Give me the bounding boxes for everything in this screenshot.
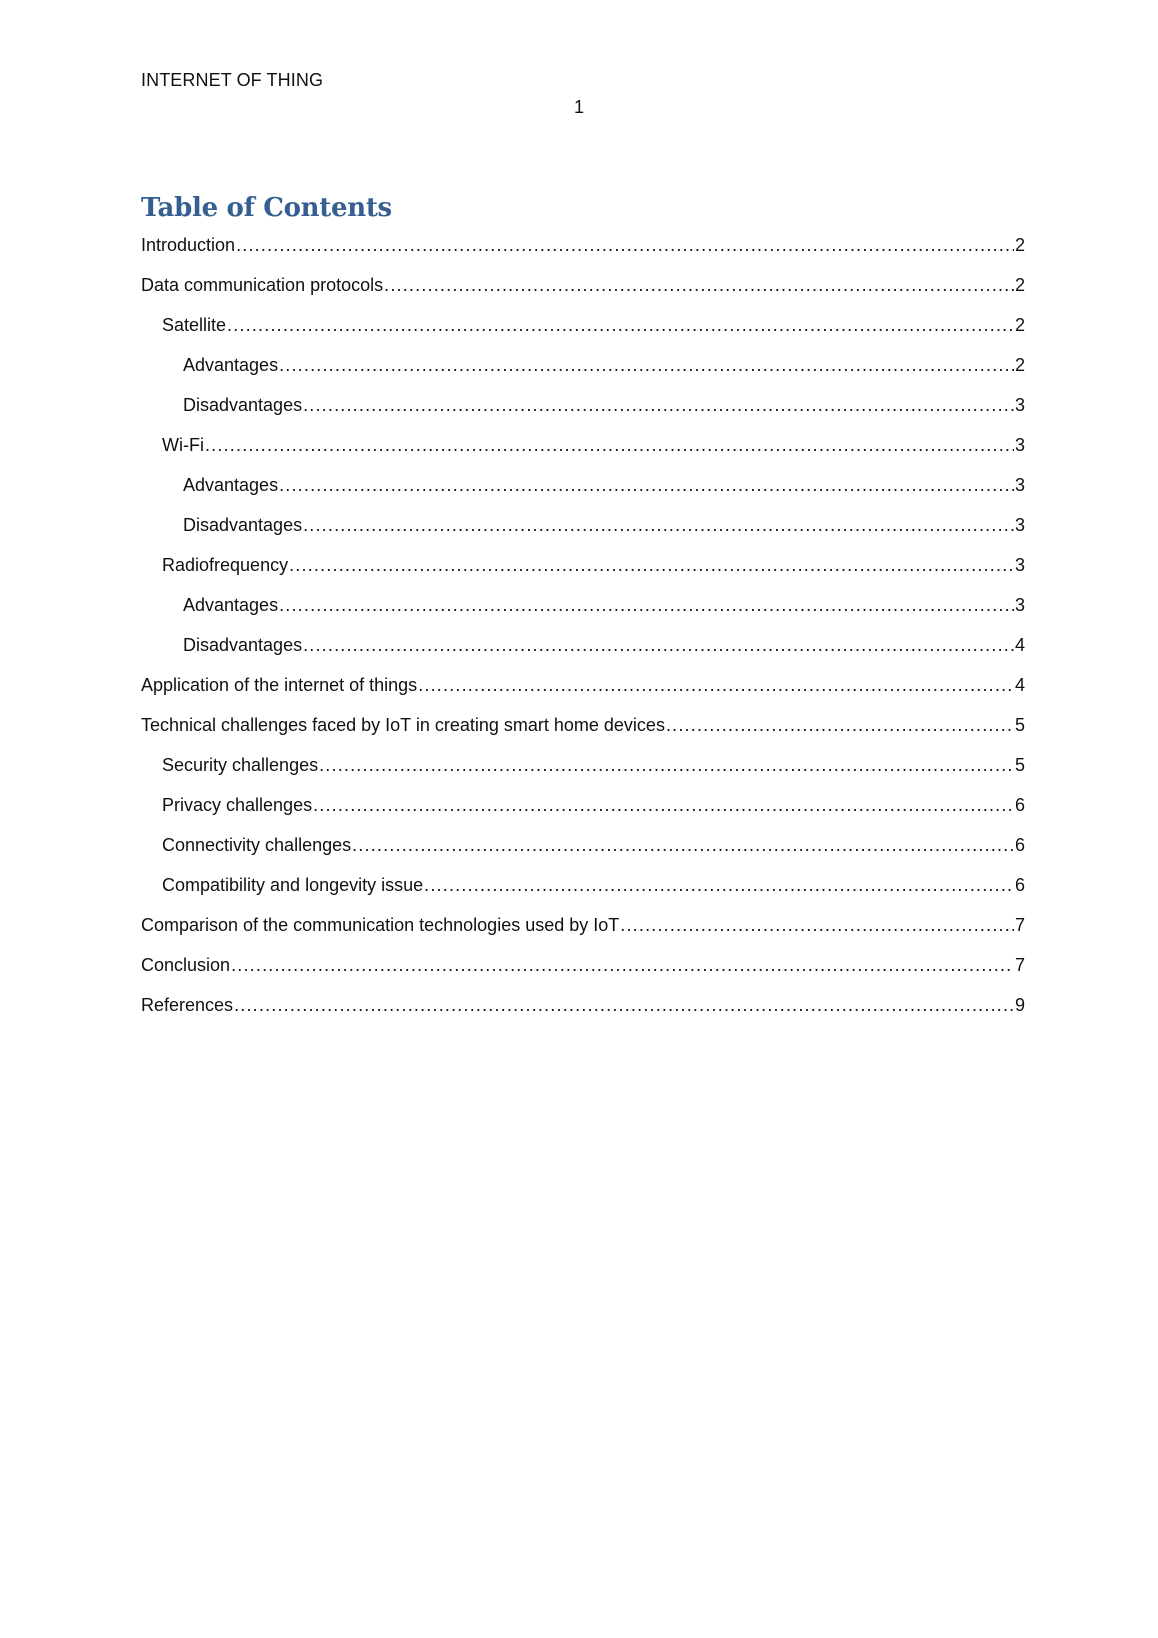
toc-entry[interactable]: [141, 592, 1025, 632]
running-head: INTERNET OF THING: [141, 70, 324, 90]
toc-entry[interactable]: [141, 312, 1025, 352]
toc-entry-title[interactable]: Connectivity challenges: [162, 835, 352, 855]
toc-entry[interactable]: [141, 872, 1025, 912]
toc-dot-leader: [424, 872, 1014, 898]
toc-dot-leader: [227, 312, 1014, 338]
toc-dot-leader: [303, 632, 1014, 658]
toc-dot-leader: [279, 352, 1014, 378]
toc-heading: Table of Contents: [141, 193, 392, 223]
toc-dot-leader: [205, 432, 1014, 458]
toc-list: [141, 232, 1025, 1032]
toc-entry-page-number[interactable]: 3: [1014, 475, 1025, 495]
toc-dot-leader: [303, 392, 1014, 418]
toc-dot-leader: [418, 672, 1014, 698]
toc-entry[interactable]: [141, 632, 1025, 672]
toc-entry-page-number[interactable]: 5: [1014, 715, 1025, 735]
toc-entry[interactable]: [141, 712, 1025, 752]
toc-entry-page-number[interactable]: 2: [1014, 235, 1025, 255]
toc-entry-page-number[interactable]: 4: [1014, 675, 1025, 695]
toc-dot-leader: [384, 272, 1014, 298]
toc-dot-leader: [620, 912, 1014, 938]
toc-dot-leader: [666, 712, 1014, 738]
toc-entry-title[interactable]: Compatibility and longevity issue: [162, 875, 424, 895]
toc-entry-page-number[interactable]: 3: [1014, 515, 1025, 535]
toc-entry-page-number[interactable]: 5: [1014, 755, 1025, 775]
toc-entry[interactable]: [141, 432, 1025, 472]
toc-entry-title[interactable]: References: [141, 995, 234, 1015]
toc-entry-title[interactable]: Technical challenges faced by IoT in creating smart home devices: [141, 715, 665, 735]
toc-entry-page-number[interactable]: 6: [1014, 795, 1025, 815]
toc-entry-page-number[interactable]: 3: [1014, 395, 1025, 415]
toc-entry-page-number[interactable]: 2: [1014, 275, 1025, 295]
toc-entry-page-number[interactable]: 4: [1014, 635, 1025, 655]
toc-entry-title[interactable]: Advantages: [183, 355, 279, 375]
toc-entry[interactable]: [141, 832, 1025, 872]
toc-dot-leader: [236, 232, 1014, 258]
toc-entry-title[interactable]: Conclusion: [141, 955, 231, 975]
toc-entry-page-number[interactable]: 2: [1014, 315, 1025, 335]
toc-entry[interactable]: [141, 672, 1025, 712]
toc-dot-leader: [231, 952, 1014, 978]
toc-dot-leader: [313, 792, 1014, 818]
toc-entry-title[interactable]: Radiofrequency: [162, 555, 289, 575]
toc-entry-page-number[interactable]: 3: [1014, 435, 1025, 455]
toc-dot-leader: [234, 992, 1014, 1018]
toc-entry-title[interactable]: Satellite: [162, 315, 227, 335]
toc-entry[interactable]: [141, 392, 1025, 432]
toc-entry[interactable]: [141, 912, 1025, 952]
toc-dot-leader: [279, 592, 1014, 618]
toc-entry[interactable]: [141, 272, 1025, 312]
toc-entry-page-number[interactable]: 7: [1014, 915, 1025, 935]
toc-dot-leader: [303, 512, 1014, 538]
toc-entry-page-number[interactable]: 3: [1014, 555, 1025, 575]
toc-entry[interactable]: [141, 512, 1025, 552]
toc-entry-title[interactable]: Data communication protocols: [141, 275, 384, 295]
toc-dot-leader: [279, 472, 1014, 498]
toc-entry-title[interactable]: Application of the internet of things: [141, 675, 418, 695]
toc-entry-title[interactable]: Security challenges: [162, 755, 319, 775]
toc-entry[interactable]: [141, 752, 1025, 792]
toc-entry[interactable]: [141, 992, 1025, 1032]
toc-entry-title[interactable]: Disadvantages: [183, 515, 303, 535]
toc-entry-title[interactable]: Introduction: [141, 235, 236, 255]
toc-entry[interactable]: [141, 552, 1025, 592]
toc-entry-title[interactable]: Disadvantages: [183, 635, 303, 655]
toc-entry-title[interactable]: Comparison of the communication technologies used by IoT: [141, 915, 620, 935]
toc-entry-page-number[interactable]: 2: [1014, 355, 1025, 375]
toc-entry-title[interactable]: Advantages: [183, 595, 279, 615]
page-number: 1: [573, 97, 584, 117]
toc-entry-title[interactable]: Disadvantages: [183, 395, 303, 415]
toc-entry-page-number[interactable]: 9: [1014, 995, 1025, 1015]
toc-entry-page-number[interactable]: 6: [1014, 835, 1025, 855]
toc-entry[interactable]: [141, 472, 1025, 512]
toc-entry-title[interactable]: Privacy challenges: [162, 795, 313, 815]
toc-entry[interactable]: [141, 352, 1025, 392]
toc-entry-page-number[interactable]: 7: [1014, 955, 1025, 975]
toc-dot-leader: [319, 752, 1014, 778]
toc-entry[interactable]: [141, 232, 1025, 272]
toc-entry-page-number[interactable]: 6: [1014, 875, 1025, 895]
toc-dot-leader: [352, 832, 1014, 858]
toc-entry-page-number[interactable]: 3: [1014, 595, 1025, 615]
toc-entry[interactable]: [141, 792, 1025, 832]
toc-entry-title[interactable]: Wi-Fi: [162, 435, 204, 455]
toc-entry[interactable]: [141, 952, 1025, 992]
toc-dot-leader: [289, 552, 1014, 578]
toc-entry-title[interactable]: Advantages: [183, 475, 279, 495]
